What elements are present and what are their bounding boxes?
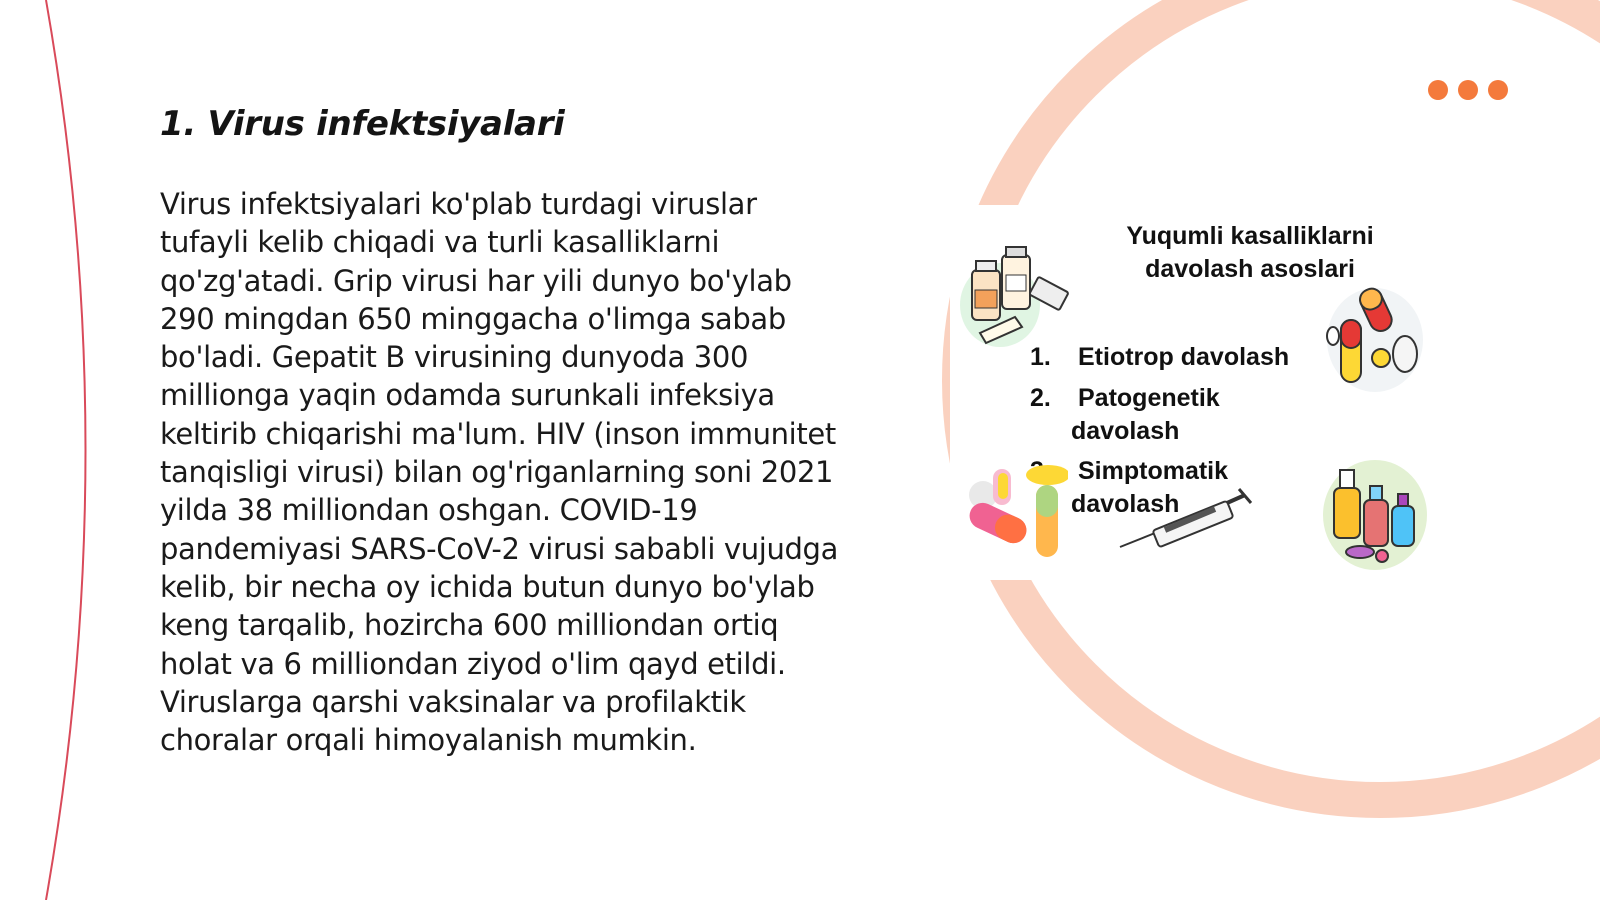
dot	[1488, 80, 1508, 100]
pills-icon	[968, 465, 1068, 560]
list-item-2	[1030, 382, 1220, 415]
syringe-icon	[1115, 485, 1255, 555]
medicine-bottles-icon	[960, 245, 1080, 355]
list-item-text: Patogenetik	[1078, 384, 1220, 412]
card-title-line1: Yuqumli kasalliklarni	[1126, 222, 1374, 250]
card-title-line2: davolash asoslari	[1145, 255, 1355, 283]
left-decor-line	[46, 0, 86, 900]
dot	[1458, 80, 1478, 100]
slide-title: 1. Virus infektsiyalari	[160, 104, 565, 144]
dot	[1428, 80, 1448, 100]
list-item-number: 1.	[1030, 343, 1051, 371]
list-item-2-cont: davolash	[1071, 417, 1180, 445]
list-item-text: Etiotrop davolash	[1078, 343, 1290, 371]
potion-bottles-icon	[1320, 460, 1430, 575]
card-title	[1050, 220, 1450, 286]
list-item-number: 2.	[1030, 384, 1051, 412]
capsules-icon	[1325, 280, 1425, 395]
list-item-3-cont: davolash	[1071, 490, 1180, 518]
slide-body-text: Virus infektsiyalari ko'plab turdagi viruslar tufayli kelib chiqadi va turli kasalliklarni qo'zg'atadi. Grip virusi har yili dunyo bo'ylab 290 mingdan 650 minggacha o'limga sabab bo'ladi. Gepatit B virusining dunyoda 300 millionga yaqin odamda surunkali infeksiya keltirib chiqarishi ma'lum. HIV (inson immunitet tanqisligi virusi) bilan og'riganlarning soni 2021 yilda 38 milliondan oshgan. COVID-19 pandemiyasi SARS-CoV-2 virusi sababli vujudga kelib, bir necha oy ichida butun dunyo bo'ylab keng tarqalib, hozircha 600 milliondan ortiq holat va 6 milliondan ziyod o'lim qayd etildi. Viruslarga qarshi vaksinalar va profilaktik choralar orqali himoyalanish mumkin.	[160, 187, 839, 758]
list-item-text: Simptomatik	[1078, 457, 1229, 485]
decor-dots	[1428, 80, 1508, 100]
